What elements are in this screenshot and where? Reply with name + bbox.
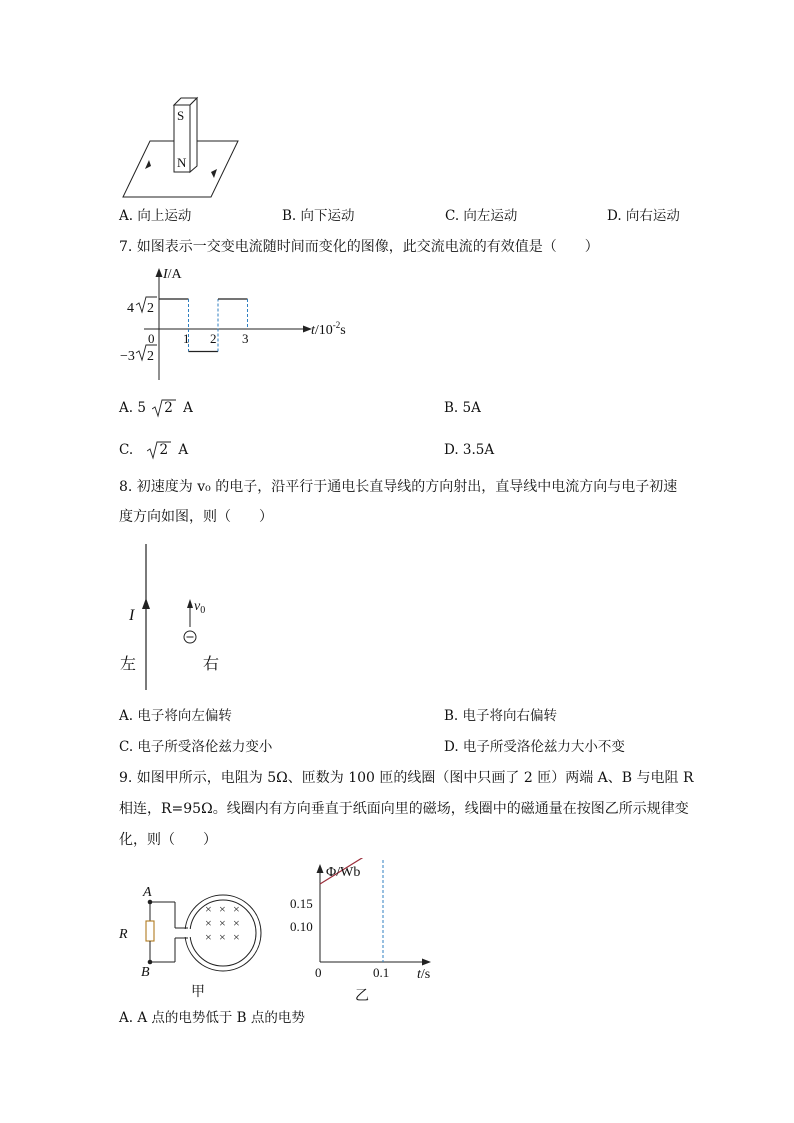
plot-area	[159, 299, 248, 351]
y-axis-label: I/A	[163, 267, 182, 282]
y-axis-arrow	[317, 864, 324, 873]
current-time-graph	[119, 262, 359, 382]
velocity-arrow	[187, 599, 193, 608]
q9-stem-line-2: 相连，R=95Ω。线圈内有方向垂直于纸面向里的磁场，线圈中的磁通量在按图乙所示规律变	[119, 801, 689, 817]
q6-option-b[interactable]: B. 向下运动	[282, 208, 355, 224]
sqrt-sign	[152, 398, 176, 418]
q7-option-c-sqrt	[147, 440, 168, 460]
flux-time-graph	[282, 858, 452, 1008]
q7-option-a-unit: A	[183, 400, 193, 416]
q6-option-a[interactable]: A. 向上运动	[119, 208, 192, 224]
y-axis-label: Φ/Wb	[326, 865, 361, 880]
field-into-page-mark: ×	[219, 902, 226, 916]
x-tick-3: 3	[242, 331, 249, 346]
magnetic-field-marks	[205, 902, 240, 944]
q7-option-a-sqrt	[152, 398, 173, 418]
magnet-south-label: S	[177, 108, 185, 123]
field-into-page-mark: ×	[219, 930, 226, 944]
field-into-page-mark: ×	[233, 902, 240, 916]
terminal-a-label: A	[143, 885, 152, 900]
x-tick-0-1: 0.1	[373, 965, 390, 980]
q9-option-a[interactable]: A. A 点的电势低于 B 点的电势	[119, 1010, 305, 1026]
q7-option-c[interactable]	[119, 440, 188, 460]
field-into-page-mark: ×	[233, 930, 240, 944]
y-tick-0-10: 0.10	[290, 919, 313, 934]
velocity-label: $v_0$	[194, 599, 206, 616]
current-label: I	[129, 607, 135, 624]
y-tick-0-15: 0.15	[290, 896, 313, 911]
loop-direction-arrow-right	[211, 169, 217, 178]
y-tick-positive-root-arg: 2	[147, 301, 154, 316]
q7-option-a-prefix: A. 5	[119, 400, 146, 416]
x-tick-1: 1	[183, 331, 190, 346]
loop-direction-arrow-left	[145, 160, 151, 169]
y-tick-negative-coef: −3	[120, 349, 135, 364]
q9-stem-line-1: 9. 如图甲所示，电阻为 5Ω、匝数为 100 匝的线圈（图中只画了 2 匝）两端 A、B 与电阻 R	[119, 770, 694, 786]
q6-option-d[interactable]: D. 向右运动	[607, 208, 680, 224]
left-label: 左	[120, 656, 137, 673]
q7-option-a[interactable]	[119, 398, 193, 418]
figure-yi-caption: 乙	[355, 989, 369, 1004]
y-tick-positive-coef: 4	[127, 301, 134, 316]
figure-jia-caption: 甲	[191, 985, 205, 1000]
terminal-b-label: B	[141, 965, 150, 980]
resistor	[146, 921, 154, 941]
wire-electron-figure	[115, 540, 245, 695]
q7-option-d[interactable]: D. 3.5A	[444, 442, 495, 458]
q6-option-c[interactable]: C. 向左运动	[445, 208, 518, 224]
field-into-page-mark: ×	[205, 902, 212, 916]
origin-label: 0	[148, 331, 155, 346]
field-into-page-mark: ×	[233, 916, 240, 930]
sqrt-sign	[147, 440, 171, 460]
field-into-page-mark: ×	[205, 930, 212, 944]
y-axis-arrow	[156, 268, 163, 277]
field-into-page-mark: ×	[205, 916, 212, 930]
y-tick-negative-root-arg: 2	[147, 349, 154, 364]
q7-option-c-prefix: C.	[119, 442, 134, 458]
origin-label: 0	[315, 965, 322, 980]
q8-option-c[interactable]: C. 电子所受洛伦兹力变小	[119, 739, 273, 755]
magnet-loop-figure	[115, 92, 245, 202]
q9-stem-line-3: 化，则（ ）	[119, 832, 217, 848]
q7-option-b[interactable]: B. 5A	[444, 400, 481, 416]
coil-gap	[184, 929, 191, 937]
x-tick-2: 2	[210, 331, 217, 346]
right-label: 右	[203, 656, 220, 673]
magnet-north-label: N	[177, 155, 187, 170]
resistor-label: R	[119, 927, 128, 942]
q8-option-a[interactable]: A. 电子将向左偏转	[119, 708, 232, 724]
q8-stem-line-2: 度方向如图，则（ ）	[119, 509, 273, 525]
q8-stem-line-1: 8. 初速度为 v₀ 的电子，沿平行于通电长直导线的方向射出，直导线中电流方向与电子初速	[119, 479, 678, 495]
q7-stem: 7. 如图表示一交变电流随时间而变化的图像，此交流电流的有效值是（ ）	[119, 239, 599, 255]
bar-magnet-side	[190, 98, 197, 172]
q8-option-b[interactable]: B. 电子将向右偏转	[444, 708, 558, 724]
x-axis-label: t/s	[417, 967, 431, 982]
coil-resistor-circuit	[115, 880, 270, 1005]
x-axis-label: $t/10^{-2}s$	[311, 320, 346, 338]
x-axis-arrow	[422, 959, 431, 966]
q7-option-c-root-arg: 2	[159, 442, 169, 458]
current-direction-arrow	[142, 598, 150, 609]
q7-option-a-root-arg: 2	[164, 400, 173, 416]
q7-option-c-unit: A	[178, 442, 189, 458]
q8-option-d[interactable]: D. 电子所受洛伦兹力大小不变	[444, 739, 625, 755]
field-into-page-mark: ×	[219, 916, 226, 930]
